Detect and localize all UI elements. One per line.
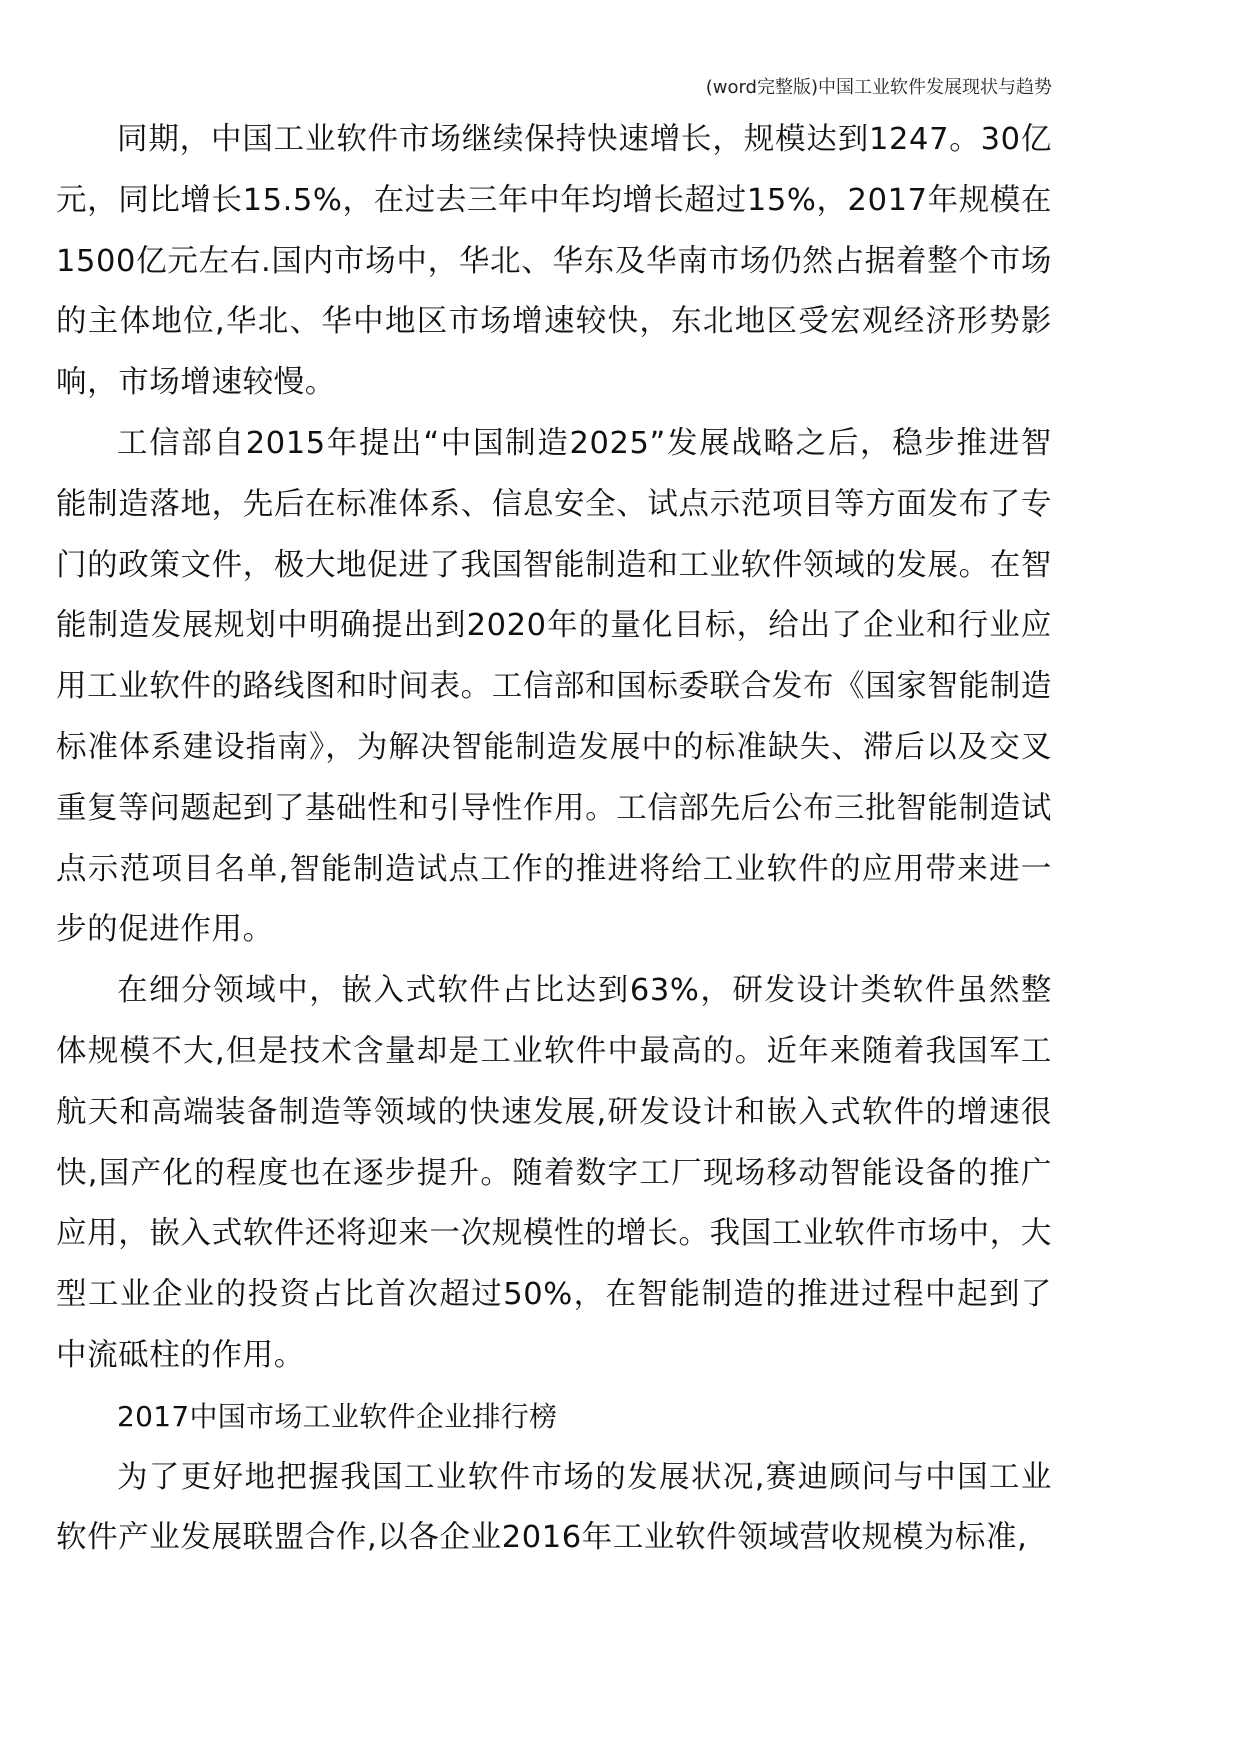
paragraph-segments: 在细分领域中，嵌入式软件占比达到63%，研发设计类软件虽然整体规模不大,但是技术含量却是工业软件中最高的。近年来随着我国军工航天和高端装备制造等领域的快速发展,研发设计和嵌入式软件的增速很快,国产化的程度也在逐步提升。随着数字工厂现场移动智能设备的推广应用，嵌入式软件还将迎来一次规模性的增长。我国工业软件市场中，大型工业企业的投资占比首次超过50%，在智能制造的推进过程中起到了中流砥柱的作用。	[56, 973, 1052, 1373]
paragraph-policy: 工信部自2015年提出“中国制造2025”发展战略之后，稳步推进智能制造落地，先后在标准体系、信息安全、试点示范项目等方面发布了专门的政策文件，极大地促进了我国智能制造和工业软件领域的发展。在智能制造发展规划中明确提出到2020年的量化目标，给出了企业和行业应用工业软件的路线图和时间表。工信部和国标委联合发布《国家智能制造标准体系建设指南》，为解决智能制造发展中的标准缺失、滞后以及交叉重复等问题起到了基础性和引导性作用。工信部先后公布三批智能制造试点示范项目名单,智能制造试点工作的推进将给工业软件的应用带来进一步的促进作用。	[56, 425, 1052, 948]
paragraph-market-growth: 同期，中国工业软件市场继续保持快速增长，规模达到1247。30亿元，同比增长15.5%，在过去三年中年均增长超过15%，2017年规模在1500亿元左右.国内市场中，华北、华东及华南市场仍然占据着整个市场的主体地位,华北、华中地区市场增速较快，东北地区受宏观经济形势影响，市场增速较慢。	[56, 122, 1052, 401]
section-heading-ranking: 2017中国市场工业软件企业排行榜	[117, 1399, 558, 1433]
document-body	[56, 110, 1052, 1569]
paragraph-ranking-intro: 为了更好地把握我国工业软件市场的发展状况,赛迪顾问与中国工业软件产业发展联盟合作,以各企业2016年工业软件领域营收规模为标准,	[56, 1459, 1052, 1556]
running-header: (word完整版)中国工业软件发展现状与趋势	[705, 77, 1052, 98]
